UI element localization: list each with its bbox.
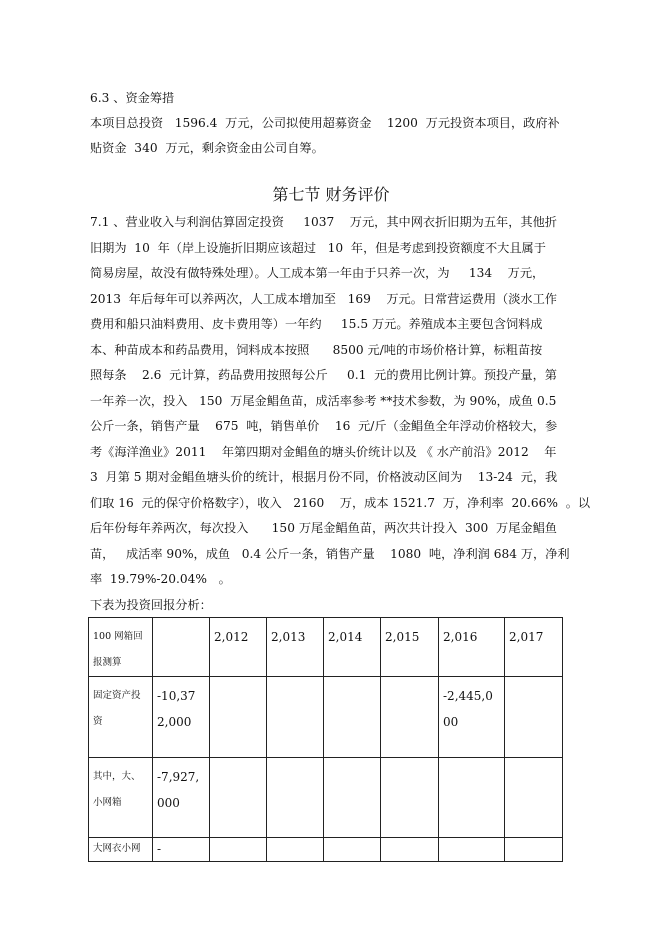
paragraph-line: 后年份每年养两次，每次投入 150 万尾金鲳鱼苗，两次共计投入 300 万尾金鲳鱼 <box>90 521 557 535</box>
table-cell: -2,445,000 <box>439 677 505 758</box>
paragraph-line: 旧期为 10 年（岸上设施折旧期应该超过 10 年，但是考虑到投资额度不大且属于 <box>90 241 546 255</box>
table-intro: 下表为投资回报分析： <box>90 598 212 612</box>
paragraph-line: 本、种苗成本和药品费用，饲料成本按照 8500 元/吨的市场价格计算，标粗苗按 <box>90 343 543 357</box>
paragraph-line: 苗， 成活率 90%，成鱼 0.4 公斤一条，销售产量 1080 吨，净利润 684 万，净利 <box>90 547 570 561</box>
table-cell <box>381 677 439 758</box>
table-row <box>89 677 563 758</box>
table-cell <box>505 758 563 838</box>
section-7-title: 第七节 财务评价 <box>272 185 390 204</box>
paragraph-line: 考《海洋渔业》2011 年第四期对金鲳鱼的塘头价统计以及 《 水产前沿》2012 年 <box>90 445 557 459</box>
table-cell <box>267 677 324 758</box>
table-header-row <box>89 618 563 677</box>
table-row <box>89 758 563 838</box>
table-row-label: 固定资产投资 <box>89 677 153 758</box>
paragraph-line: 率 19.79%-20.04% 。 <box>90 572 231 586</box>
paragraph-line: 一年养一次，投入 150 万尾金鲳鱼苗，成活率参考 **技术参数，为 90%，成鱼 0.5 <box>90 394 557 408</box>
table-header-cell <box>153 618 210 677</box>
table-cell <box>439 838 505 862</box>
paragraph-line: 3 月第 5 期对金鲳鱼塘头价的统计，根据月份不同，价格波动区间为 13-24 元，我 <box>90 470 558 484</box>
table-header-cell: 2,014 <box>324 618 381 677</box>
paragraph-line: 2013 年后每年可以养两次，人工成本增加至 169 万元。日常营运费用（淡水工作 <box>90 292 557 306</box>
table-cell <box>210 677 267 758</box>
table-cell <box>267 758 324 838</box>
table-header-cell: 2,015 <box>381 618 439 677</box>
table-row-label: 其中，大、小网箱 <box>89 758 153 838</box>
paragraph-line: 们取 16 元的保守价格数字），收入 2160 万，成本 1521.7 万，净利率 20.66% 。以 <box>90 496 591 510</box>
paragraph-line: 公斤一条，销售产量 675 吨，销售单价 16 元/斤（金鲳鱼全年浮动价格较大，参 <box>90 419 558 433</box>
table-cell <box>324 838 381 862</box>
table-cell <box>324 677 381 758</box>
paragraph-line: 简易房屋，故没有做特殊处理）。人工成本第一年由于只养一次，为 134 万元， <box>90 266 545 280</box>
table-header-cell: 2,017 <box>505 618 563 677</box>
paragraph-line: 7.1 、营业收入与利润估算固定投资 1037 万元，其中网衣折旧期为五年，其他折 <box>90 215 557 229</box>
table-cell <box>505 677 563 758</box>
table-header-cell: 2,013 <box>267 618 324 677</box>
table-cell <box>210 758 267 838</box>
paragraph-line: 本项目总投资 1596.4 万元，公司拟使用超募资金 1200 万元投资本项目，政府补 <box>90 116 560 130</box>
table-cell: - <box>153 838 210 862</box>
table-cell <box>210 838 267 862</box>
paragraph-line: 贴资金 340 万元，剩余资金由公司自筹。 <box>90 141 324 155</box>
section-6-3-heading: 6.3 、资金筹措 <box>90 91 175 105</box>
table-row <box>89 838 563 862</box>
table-cell: -10,372,000 <box>153 677 210 758</box>
table-header-cell: 2,012 <box>210 618 267 677</box>
table-header-cell: 100 网箱回报测算 <box>89 618 153 677</box>
table-cell <box>439 758 505 838</box>
table-cell <box>381 838 439 862</box>
paragraph-line: 费用和船只油料费用、皮卡费用等）一年约 15.5 万元。养殖成本主要包含饲料成 <box>90 317 543 331</box>
table-cell <box>381 758 439 838</box>
paragraph-line: 照每条 2.6 元计算，药品费用按照每公斤 0.1 元的费用比例计算。预投产量，第 <box>90 368 557 382</box>
table-header-cell: 2,016 <box>439 618 505 677</box>
table-cell: -7,927,000 <box>153 758 210 838</box>
table-cell <box>324 758 381 838</box>
table-row-label: 大网衣小网 <box>89 838 153 862</box>
investment-return-table <box>88 617 563 862</box>
table-cell <box>267 838 324 862</box>
table-cell <box>505 838 563 862</box>
